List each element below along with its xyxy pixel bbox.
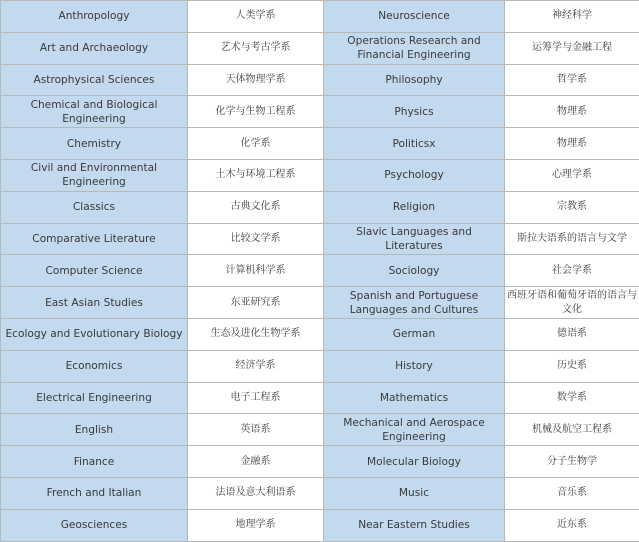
department-name-en: Molecular Biology: [324, 446, 505, 478]
department-name-en: Comparative Literature: [1, 223, 188, 255]
department-name-zh: 物理系: [505, 128, 639, 160]
department-name-zh: 化学与生物工程系: [188, 96, 324, 128]
department-name-en: Chemical and Biological Engineering: [1, 96, 188, 128]
department-name-zh: 哲学系: [505, 64, 639, 96]
department-name-en: Anthropology: [1, 1, 188, 33]
table-row: [1, 96, 639, 128]
department-name-en: Mathematics: [324, 382, 505, 414]
department-name-zh: 土木与环境工程系: [188, 159, 324, 191]
department-name-en: Geosciences: [1, 509, 188, 541]
table-row: [1, 223, 639, 255]
department-name-en: Politicsx: [324, 128, 505, 160]
department-name-en: French and Italian: [1, 477, 188, 509]
department-name-zh: 地理学系: [188, 509, 324, 541]
department-name-zh: 历史系: [505, 350, 639, 382]
department-name-en: Art and Archaeology: [1, 32, 188, 64]
department-name-zh: 金融系: [188, 446, 324, 478]
department-name-en: Chemistry: [1, 128, 188, 160]
department-name-en: Mechanical and Aerospace Engineering: [324, 414, 505, 446]
department-name-zh: 数学系: [505, 382, 639, 414]
department-name-zh: 物理系: [505, 96, 639, 128]
department-name-en: Astrophysical Sciences: [1, 64, 188, 96]
department-name-zh: 宗教系: [505, 191, 639, 223]
table-row: [1, 1, 639, 33]
department-name-zh: 天体物理学系: [188, 64, 324, 96]
department-name-zh: 运筹学与金融工程: [505, 32, 639, 64]
table-row: [1, 32, 639, 64]
department-name-zh: 德语系: [505, 318, 639, 350]
table-row: [1, 382, 639, 414]
table-row: [1, 446, 639, 478]
department-name-en: Finance: [1, 446, 188, 478]
department-name-zh: 经济学系: [188, 350, 324, 382]
table-row: [1, 477, 639, 509]
department-name-zh: 比较文学系: [188, 223, 324, 255]
department-name-zh: 分子生物学: [505, 446, 639, 478]
department-name-en: Spanish and Portuguese Languages and Cultures: [324, 287, 505, 319]
department-name-en: East Asian Studies: [1, 287, 188, 319]
department-name-en: Classics: [1, 191, 188, 223]
table-row: [1, 128, 639, 160]
department-name-zh: 心理学系: [505, 159, 639, 191]
department-name-zh: 法语及意大利语系: [188, 477, 324, 509]
department-table-body: [1, 1, 639, 542]
table-row: [1, 509, 639, 541]
department-name-en: Civil and Environmental Engineering: [1, 159, 188, 191]
department-name-zh: 社会学系: [505, 255, 639, 287]
table-row: [1, 350, 639, 382]
department-name-zh: 英语系: [188, 414, 324, 446]
department-name-zh: 近东系: [505, 509, 639, 541]
department-name-zh: 东亚研究系: [188, 287, 324, 319]
table-row: [1, 64, 639, 96]
department-name-zh: 化学系: [188, 128, 324, 160]
department-name-en: Neuroscience: [324, 1, 505, 33]
table-row: [1, 191, 639, 223]
department-name-zh: 电子工程系: [188, 382, 324, 414]
department-name-en: Electrical Engineering: [1, 382, 188, 414]
department-name-en: Philosophy: [324, 64, 505, 96]
department-name-en: Psychology: [324, 159, 505, 191]
department-name-zh: 古典文化系: [188, 191, 324, 223]
department-name-zh: 机械及航空工程系: [505, 414, 639, 446]
table-row: [1, 414, 639, 446]
department-name-en: Ecology and Evolutionary Biology: [1, 318, 188, 350]
department-name-en: Economics: [1, 350, 188, 382]
department-name-en: Sociology: [324, 255, 505, 287]
department-name-en: Music: [324, 477, 505, 509]
department-name-en: Operations Research and Financial Engineering: [324, 32, 505, 64]
table-row: [1, 159, 639, 191]
table-row: [1, 287, 639, 319]
department-name-zh: 斯拉夫语系的语言与文学: [505, 223, 639, 255]
department-name-zh: 生态及进化生物学系: [188, 318, 324, 350]
department-name-en: Religion: [324, 191, 505, 223]
department-name-en: Near Eastern Studies: [324, 509, 505, 541]
department-name-zh: 计算机科学系: [188, 255, 324, 287]
department-name-zh: 人类学系: [188, 1, 324, 33]
department-name-en: History: [324, 350, 505, 382]
department-name-en: German: [324, 318, 505, 350]
department-name-zh: 音乐系: [505, 477, 639, 509]
department-name-en: Computer Science: [1, 255, 188, 287]
department-name-en: Physics: [324, 96, 505, 128]
department-name-zh: 神经科学: [505, 1, 639, 33]
table-row: [1, 318, 639, 350]
department-name-en: Slavic Languages and Literatures: [324, 223, 505, 255]
table-row: [1, 255, 639, 287]
department-name-en: English: [1, 414, 188, 446]
department-name-zh: 西班牙语和葡萄牙语的语言与文化: [505, 287, 639, 319]
department-name-zh: 艺术与考古学系: [188, 32, 324, 64]
